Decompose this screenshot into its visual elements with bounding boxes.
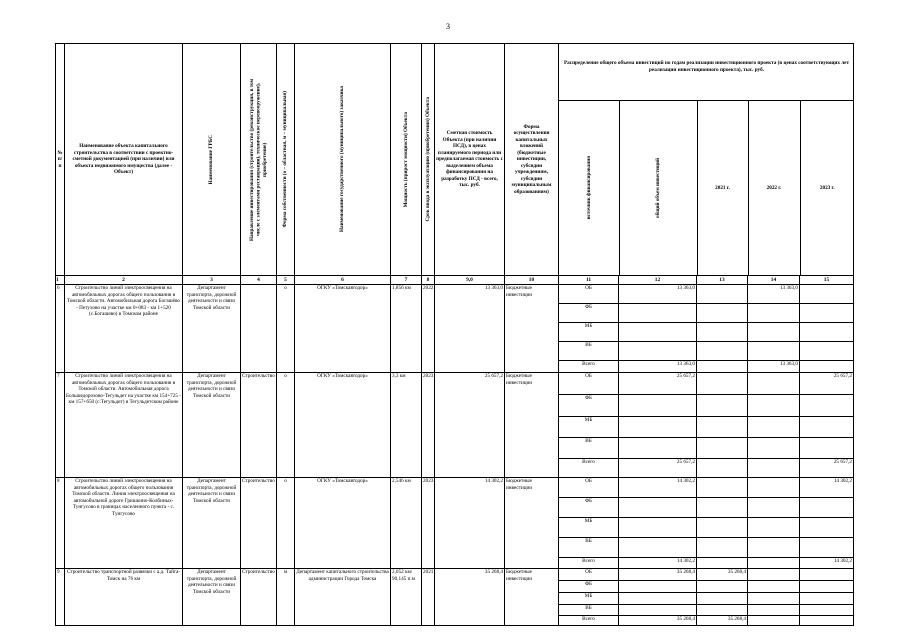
investment-2021 bbox=[697, 342, 748, 361]
investment-2023 bbox=[800, 438, 854, 459]
col-num-4: 4 bbox=[241, 276, 277, 285]
col-num-7: 7 bbox=[391, 276, 422, 285]
object-name: Строительство линий электроосвещения на автомобильных дорогах общего пользования в Томской области. Автомобильная дорога Богашёво - Петухово на участке км 0+083 - км 1+520 (с.Богашево) в Томском районе bbox=[65, 285, 183, 373]
investment-2022 bbox=[748, 478, 800, 498]
funding-source: ВБ bbox=[559, 438, 619, 459]
investment-direction: Строительство bbox=[241, 569, 277, 626]
investment-direction bbox=[241, 285, 277, 373]
investment-2021 bbox=[697, 304, 748, 323]
page-number: 3 bbox=[446, 22, 450, 31]
investment-2021 bbox=[697, 373, 748, 395]
col-num-9: 9,0 bbox=[435, 276, 505, 285]
capacity-value: 3,3 км bbox=[391, 373, 422, 478]
customer-name: ОГКУ «Томскавтодор» bbox=[295, 478, 391, 569]
total-investment bbox=[619, 417, 697, 438]
investment-2021 bbox=[697, 417, 748, 438]
funding-source: ОБ bbox=[559, 478, 619, 498]
row-number: 8 bbox=[56, 478, 65, 569]
header-capacity: Мощность (прирост мощности) Объекта bbox=[391, 44, 422, 276]
investment-2022 bbox=[748, 373, 800, 395]
header-distribution bbox=[559, 44, 854, 276]
investment-2022 bbox=[748, 342, 800, 361]
investment-2021 bbox=[697, 361, 748, 373]
investment-2021: 35 268,4 bbox=[697, 569, 748, 581]
investment-2021 bbox=[697, 498, 748, 518]
investment-2022 bbox=[748, 459, 800, 478]
investment-table bbox=[55, 43, 854, 626]
funding-source: ВБ bbox=[559, 342, 619, 361]
capacity-value: 1,856 км bbox=[391, 285, 422, 373]
funding-source: ОБ bbox=[559, 373, 619, 395]
header-year: Срок ввода в эксплуатацию (приобретения) Объекта bbox=[422, 44, 435, 276]
col-num-2: 2 bbox=[65, 276, 183, 285]
total-investment: 25 657,2 bbox=[619, 459, 697, 478]
grbs-name: Департамент транспорта, дорожной деятельности и связи Томской области bbox=[183, 478, 241, 569]
investment-2023 bbox=[800, 342, 854, 361]
header-grbs: Наименование ГРБС bbox=[183, 44, 241, 276]
estimated-cost: 14 302,2 bbox=[435, 478, 505, 569]
col-num-5: 5 bbox=[277, 276, 295, 285]
table-row bbox=[56, 478, 854, 498]
investment-2021 bbox=[697, 395, 748, 417]
object-name: Строительство транспортной развязки с а.д. Тайга-Томск на 76 км bbox=[65, 569, 183, 626]
header-2023: 2023 г. bbox=[819, 184, 835, 191]
funding-source: ФБ bbox=[559, 395, 619, 417]
investment-2022 bbox=[748, 581, 800, 593]
header-form: Форма осуществления капитальных вложений (бюджетные инвестиции, субсидии учреждениям, субсидии муниципальным образованиям) bbox=[505, 44, 559, 276]
investment-2021 bbox=[697, 478, 748, 498]
investment-2022: 13 363,0 bbox=[748, 285, 800, 304]
investment-2021 bbox=[697, 459, 748, 478]
funding-source: ОБ bbox=[559, 569, 619, 581]
investment-2023 bbox=[800, 498, 854, 518]
investment-2022 bbox=[748, 558, 800, 569]
investment-2023 bbox=[800, 285, 854, 304]
total-investment bbox=[619, 498, 697, 518]
investment-2023: 25 657,2 bbox=[800, 459, 854, 478]
investment-2023: 14 302,2 bbox=[800, 478, 854, 498]
header-2022: 2022 г. bbox=[748, 101, 800, 276]
total-investment bbox=[619, 342, 697, 361]
total-investment: 35 268,4 bbox=[619, 616, 697, 626]
funding-source: ФБ bbox=[559, 498, 619, 518]
commission-year: 2023 bbox=[422, 478, 435, 569]
grbs-name: Департамент транспорта, дорожной деятельности и связи Томской области bbox=[183, 569, 241, 626]
funding-source: Всего bbox=[559, 616, 619, 626]
customer-name: ОГКУ «Томскавтодор» bbox=[295, 285, 391, 373]
header-distribution-title: Распределение общего объема инвестиций по годам реализации инвестиционного проекта (в ценах соответствующих лет реализации инвестиционного проекта), тыс. руб. bbox=[559, 44, 853, 101]
investment-2023 bbox=[800, 518, 854, 538]
investment-2023 bbox=[800, 323, 854, 342]
investment-2021: 35 268,4 bbox=[697, 616, 748, 626]
total-investment: 35 268,4 bbox=[619, 569, 697, 581]
investment-2023: 14 302,2 bbox=[800, 558, 854, 569]
ownership-form: о bbox=[277, 478, 295, 569]
investment-form: Бюджетные инвестиции bbox=[505, 285, 559, 373]
header-source: источник финансирования bbox=[559, 101, 619, 276]
investment-2022 bbox=[748, 538, 800, 558]
investment-2023: 25 657,2 bbox=[800, 373, 854, 395]
header-2021: 2021 г. bbox=[697, 101, 748, 276]
col-num-8: 8 bbox=[422, 276, 435, 285]
investment-form: Бюджетные инвестиции bbox=[505, 478, 559, 569]
investment-2021 bbox=[697, 518, 748, 538]
ownership-form: о bbox=[277, 373, 295, 478]
total-investment bbox=[619, 593, 697, 605]
col-num-12: 12 bbox=[619, 276, 697, 285]
row-number: 6 bbox=[56, 285, 65, 373]
investment-2022 bbox=[748, 593, 800, 605]
investment-2022 bbox=[748, 304, 800, 323]
customer-name: Департамент капитального строительства администрации Города Томска bbox=[295, 569, 391, 626]
total-investment: 14 302,2 bbox=[619, 478, 697, 498]
funding-source: МБ bbox=[559, 593, 619, 605]
commission-year: 2023 bbox=[422, 373, 435, 478]
row-number: 9 bbox=[56, 569, 65, 626]
table-row bbox=[56, 569, 854, 581]
investment-2022 bbox=[748, 569, 800, 581]
header-object-name: Наименование объекта капитального строительства в соответствии с проектно-сметной документацией (при наличии) или объекта недвижимого имущества (далее - Объект) bbox=[65, 44, 183, 276]
funding-source: Всего bbox=[559, 361, 619, 373]
investment-2022: 13 363,0 bbox=[748, 361, 800, 373]
ownership-form: м bbox=[277, 569, 295, 626]
investment-2023 bbox=[800, 304, 854, 323]
header-direction: Направление инвестирования (строительство (реконструкция, в том числе с элементами реставрации), техническое перевооружение), приобретение) bbox=[241, 44, 277, 276]
grbs-name: Департамент транспорта, дорожной деятельности и связи Томской области bbox=[183, 373, 241, 478]
investment-2023 bbox=[800, 569, 854, 581]
funding-source: ОБ bbox=[559, 285, 619, 304]
investment-2021 bbox=[697, 581, 748, 593]
investment-2021 bbox=[697, 323, 748, 342]
header-customer: Наименование государственного (муниципального) заказчика bbox=[295, 44, 391, 276]
investment-2022 bbox=[748, 616, 800, 626]
total-investment: 13 363,0 bbox=[619, 285, 697, 304]
estimated-cost: 35 268,4 bbox=[435, 569, 505, 626]
investment-2023 bbox=[800, 538, 854, 558]
customer-name: ОГКУ «Томскавтодор» bbox=[295, 373, 391, 478]
estimated-cost: 25 657,2 bbox=[435, 373, 505, 478]
funding-source: МБ bbox=[559, 518, 619, 538]
total-investment bbox=[619, 518, 697, 538]
total-investment bbox=[619, 304, 697, 323]
header-cost: Сметная стоимость Объекта (при наличии ПСД), в ценах планируемого периода или предполагаемая стоимость с выделением объема финансирования на разработку ПСД - всего, тыс. руб. bbox=[435, 44, 505, 276]
investment-2022 bbox=[748, 417, 800, 438]
investment-2021 bbox=[697, 285, 748, 304]
col-num-15: 15 bbox=[800, 276, 854, 285]
total-investment bbox=[619, 438, 697, 459]
investment-2023 bbox=[800, 581, 854, 593]
investment-2023 bbox=[800, 417, 854, 438]
investment-2022 bbox=[748, 438, 800, 459]
investment-form: Бюджетные инвестиции bbox=[505, 373, 559, 478]
funding-source: ВБ bbox=[559, 605, 619, 616]
col-num-3: 3 bbox=[183, 276, 241, 285]
investment-2022 bbox=[748, 518, 800, 538]
investment-2023 bbox=[800, 616, 854, 626]
object-name: Строительство линий электроосвещения на автомобильных дорогах общего пользования в Томской области. Автомобильная дорога Большедорохово-Тегульдет на участке км 154+725 - км 157+650 (с.Тегульдет) в Тегульдетском районе bbox=[65, 373, 183, 478]
column-numbers-row bbox=[56, 276, 854, 285]
col-num-11: 11 bbox=[559, 276, 619, 285]
investment-2021 bbox=[697, 538, 748, 558]
investment-2023 bbox=[800, 395, 854, 417]
funding-source: Всего bbox=[559, 558, 619, 569]
commission-year: 2021 bbox=[422, 569, 435, 626]
object-name: Строительство линий электроосвещения на автомобильных дорогах общего пользования Томской области. Линия электроосвещения на автомобильной дороге Гришкино-Колбиных-Тунгусово в границах населенного пункта - с. Тунгусово bbox=[65, 478, 183, 569]
investment-2022 bbox=[748, 498, 800, 518]
funding-source: МБ bbox=[559, 417, 619, 438]
header-total: общий объем инвестиций bbox=[619, 101, 697, 276]
row-number: 7 bbox=[56, 373, 65, 478]
estimated-cost: 13 363,0 bbox=[435, 285, 505, 373]
header-row bbox=[56, 44, 854, 276]
investment-2021 bbox=[697, 593, 748, 605]
total-investment bbox=[619, 395, 697, 417]
commission-year: 2022 bbox=[422, 285, 435, 373]
total-investment bbox=[619, 538, 697, 558]
investment-direction: Строительство bbox=[241, 373, 277, 478]
total-investment bbox=[619, 605, 697, 616]
funding-source: ФБ bbox=[559, 304, 619, 323]
investment-direction: Строительство bbox=[241, 478, 277, 569]
col-num-14: 14 bbox=[748, 276, 800, 285]
total-investment bbox=[619, 323, 697, 342]
table-row bbox=[56, 373, 854, 395]
investment-2023 bbox=[800, 593, 854, 605]
funding-source: МБ bbox=[559, 323, 619, 342]
header-ownership: Форма собственности (о – областная, м – муниципальная) bbox=[277, 44, 295, 276]
total-investment: 13 363,0 bbox=[619, 361, 697, 373]
total-investment: 14 302,2 bbox=[619, 558, 697, 569]
table-row bbox=[56, 285, 854, 304]
col-num-10: 10 bbox=[505, 276, 559, 285]
col-num-13: 13 bbox=[697, 276, 748, 285]
capacity-value: 2,052 км/ 90,145 п.м bbox=[391, 569, 422, 626]
investment-2021 bbox=[697, 558, 748, 569]
funding-source: ВБ bbox=[559, 538, 619, 558]
grbs-name: Департамент транспорта, дорожной деятельности и связи Томской области bbox=[183, 285, 241, 373]
investment-form: Бюджетные инвестиции bbox=[505, 569, 559, 626]
total-investment bbox=[619, 581, 697, 593]
capacity-value: 2,546 км bbox=[391, 478, 422, 569]
ownership-form: о bbox=[277, 285, 295, 373]
funding-source: Всего bbox=[559, 459, 619, 478]
total-investment: 25 657,2 bbox=[619, 373, 697, 395]
investment-2021 bbox=[697, 438, 748, 459]
investment-2022 bbox=[748, 395, 800, 417]
funding-source: ФБ bbox=[559, 581, 619, 593]
header-num: № п/п bbox=[56, 44, 65, 276]
col-num-1: 1 bbox=[56, 276, 65, 285]
investment-2022 bbox=[748, 323, 800, 342]
col-num-6: 6 bbox=[295, 276, 391, 285]
investment-2023 bbox=[800, 361, 854, 373]
investment-2021 bbox=[697, 605, 748, 616]
investment-2023 bbox=[800, 605, 854, 616]
investment-2022 bbox=[748, 605, 800, 616]
